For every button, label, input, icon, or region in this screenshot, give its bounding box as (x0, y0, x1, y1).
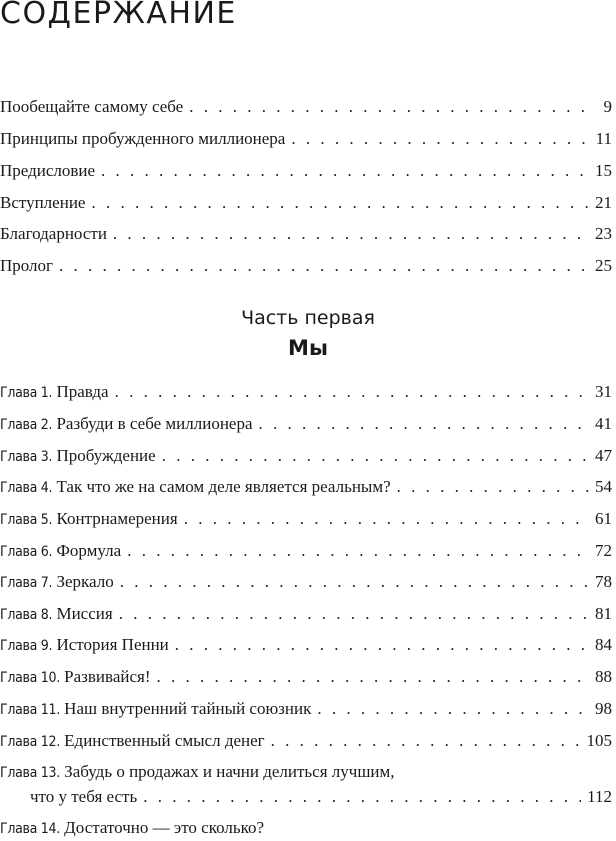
chapter-title: Забудь о продажах и начни делиться лучшим, (64, 762, 395, 781)
chapter-page: 105 (586, 731, 612, 750)
chapter-page: 81 (595, 604, 612, 623)
dot-leader (175, 633, 589, 657)
chapter-title: Разбуди в себе миллионера (56, 414, 253, 433)
chapter-title: Развивайся! (64, 667, 151, 686)
toc-entry[interactable] (0, 191, 612, 215)
chapter-entry[interactable] (0, 602, 612, 626)
chapter-prefix: Глава 8. (0, 607, 53, 623)
chapter-title: Пробуждение (56, 446, 156, 465)
dot-leader (317, 697, 589, 721)
chapter-page: 112 (587, 787, 612, 806)
chapter-prefix: Глава 4. (0, 480, 53, 496)
toc-entry-page: 21 (595, 193, 612, 212)
toc-entry[interactable] (0, 254, 612, 278)
chapter-page: 61 (595, 509, 612, 528)
chapter-title: Миссия (56, 604, 113, 623)
chapter-entry-first-line[interactable] (0, 760, 395, 784)
chapter-entry[interactable] (0, 444, 612, 468)
dot-leader (291, 127, 589, 151)
toc-entry-page: 9 (603, 97, 612, 116)
dot-leader (120, 570, 589, 594)
chapter-entry[interactable] (0, 729, 612, 753)
toc-entry[interactable] (0, 127, 612, 151)
chapter-prefix: Глава 5. (0, 512, 53, 528)
dot-leader (115, 380, 589, 404)
chapter-prefix: Глава 12. (0, 734, 60, 750)
toc-entry-title: Пообещайте самому себе (0, 97, 184, 116)
toc-entry-title: Вступление (0, 193, 86, 212)
toc-entry[interactable] (0, 95, 612, 119)
dot-leader (91, 191, 589, 215)
part-title: Мы (288, 336, 328, 360)
dot-leader (113, 222, 589, 246)
chapter-entry[interactable] (0, 539, 612, 563)
chapter-page: 84 (595, 635, 612, 654)
toc-entry-title: Предисловие (0, 161, 96, 180)
toc-entry-title: Благодарности (0, 224, 107, 243)
chapter-title: Правда (56, 382, 109, 401)
chapter-page: 88 (595, 667, 612, 686)
chapter-prefix: Глава 1. (0, 385, 53, 401)
dot-leader (184, 507, 589, 531)
chapter-prefix: Глава 9. (0, 638, 53, 654)
dot-leader (189, 95, 592, 119)
dot-leader (162, 444, 589, 468)
chapter-title: Так что же на самом деле является реальным? (56, 477, 391, 496)
dot-leader (59, 254, 589, 278)
chapter-title: Зеркало (56, 572, 114, 591)
dot-leader (127, 539, 589, 563)
chapter-entry[interactable] (0, 697, 612, 721)
chapter-page: 72 (595, 541, 612, 560)
dot-leader (119, 602, 589, 626)
dot-leader (271, 729, 581, 753)
chapter-prefix: Глава 7. (0, 575, 53, 591)
chapter-entry[interactable] (0, 412, 612, 436)
chapter-prefix: Глава 14. (0, 821, 60, 837)
toc-entry[interactable] (0, 159, 612, 183)
chapter-entry[interactable] (0, 507, 612, 531)
chapter-page: 41 (595, 414, 612, 433)
chapter-page: 98 (595, 699, 612, 718)
chapter-title: Наш внутренний тайный союзник (64, 699, 312, 718)
part-label: Часть первая (241, 307, 375, 329)
chapter-prefix: Глава 3. (0, 449, 53, 465)
chapter-entry[interactable] (0, 665, 612, 689)
chapter-title: История Пенни (56, 635, 169, 654)
chapter-title: Формула (56, 541, 122, 560)
chapter-page: 54 (595, 477, 612, 496)
chapter-title-continued: что у тебя есть (30, 787, 138, 806)
chapter-entry[interactable] (0, 633, 612, 657)
toc-entry-page: 23 (595, 224, 612, 243)
toc-entry-title: Принципы пробужденного миллионера (0, 129, 286, 148)
chapter-page: 31 (595, 382, 612, 401)
dot-leader (156, 665, 589, 689)
chapter-entry[interactable] (0, 380, 612, 404)
chapter-prefix: Глава 6. (0, 544, 53, 560)
toc-entry-page: 11 (595, 129, 612, 148)
page-title: СОДЕРЖАНИЕ (0, 0, 237, 31)
toc-entry-page: 15 (595, 161, 612, 180)
chapter-entry[interactable] (0, 785, 612, 809)
toc-entry-page: 25 (595, 256, 612, 275)
chapter-title: Единственный смысл денег (64, 731, 265, 750)
chapter-title: Контрнамерения (56, 509, 178, 528)
chapter-entry[interactable] (0, 475, 612, 499)
chapter-page: 47 (595, 446, 612, 465)
chapter-title: Достаточно — это сколько? (64, 818, 265, 837)
toc-entry-title: Пролог (0, 256, 54, 275)
dot-leader (143, 785, 581, 809)
chapter-entry[interactable] (0, 570, 612, 594)
chapter-entry[interactable] (0, 816, 264, 840)
toc-entry[interactable] (0, 222, 612, 246)
chapter-prefix: Глава 13. (0, 765, 60, 781)
dot-leader (101, 159, 589, 183)
dot-leader (259, 412, 589, 436)
chapter-prefix: Глава 10. (0, 670, 60, 686)
chapter-prefix: Глава 11. (0, 702, 60, 718)
chapter-page: 78 (595, 572, 612, 591)
dot-leader (397, 475, 589, 499)
chapter-prefix: Глава 2. (0, 417, 53, 433)
